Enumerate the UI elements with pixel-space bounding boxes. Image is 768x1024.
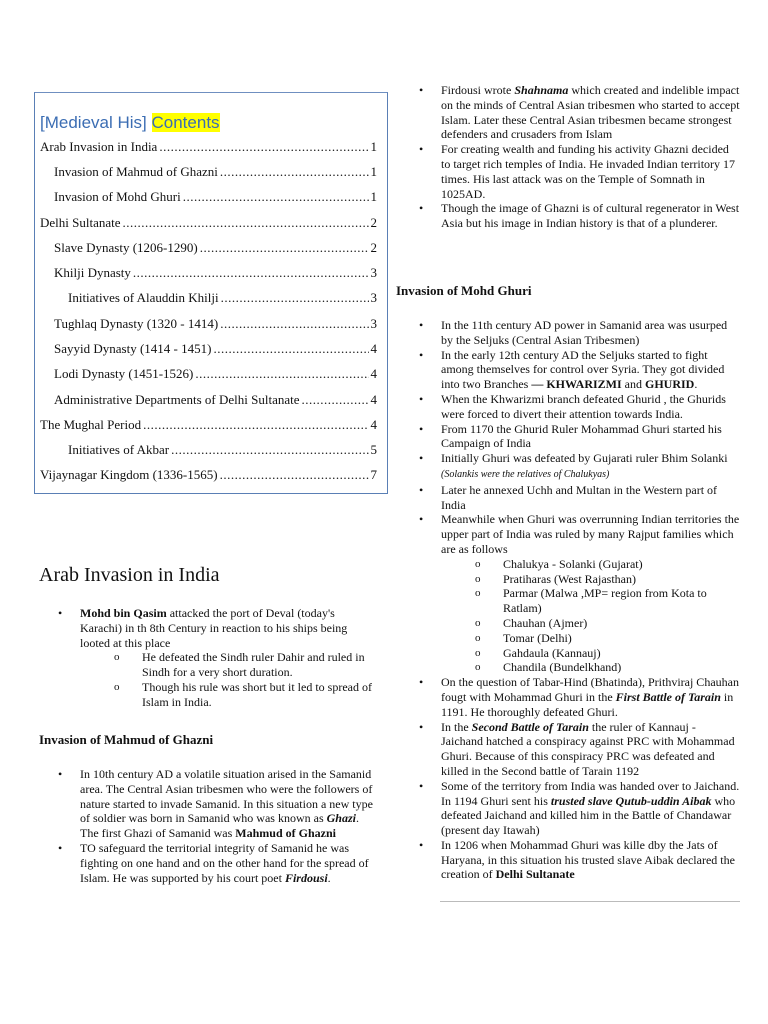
list-item: • In the Second Battle of Tarain the ruler of Kannauj - Jaichand hatched a conspiracy against PRC with Mohammad Ghuri. Because of this conspiracy PRC was defeated and killed in the Second battle of Tarain 1192	[395, 720, 740, 779]
toc-entry[interactable]	[40, 416, 377, 434]
list-item: • On the question of Tabar-Hind (Bhatinda), Prithviraj Chauhan fougt with Mohammad Ghuri in the First Battle of Tarain in 1191. He thoroughly defeated Ghuri.	[395, 675, 740, 719]
toc-entry[interactable]	[40, 466, 377, 484]
arab-list	[34, 606, 374, 710]
toc-entry-label: Tughlaq Dynasty (1320 - 1414)	[54, 316, 219, 331]
toc-entry-page: 4	[370, 392, 377, 407]
list-item: • Mohd bin Qasim attacked the port of Deval (today's Karachi) in th 8th Century in reaction to his ships being looted at this place o He defeated the Sindh ruler Dahir and ruled in Sindh for a very short duration. o Though his rule was short but it led to spread of Islam in India.	[34, 606, 374, 710]
toc-entry-label: The Mughal Period	[40, 417, 142, 432]
list-item: • Later he annexed Uchh and Multan in the Western part of India	[395, 483, 740, 513]
toc-entry[interactable]	[54, 163, 377, 181]
toc-entry-label: Sayyid Dynasty (1414 - 1451)	[54, 341, 212, 356]
toc-leader-dots	[302, 391, 369, 409]
list-item: • In the early 12th century AD the Seljuks started to fight among themselves for control over Syria. They got divided into two Branches — KHWARIZMI and GHURID.	[395, 348, 740, 392]
toc-entry-label: Initiatives of Akbar	[68, 442, 170, 457]
list-item: • TO safeguard the territorial integrity of Samanid he was fighting on one hand and on the other hand for the spread of Islam. He was supported by his court poet Firdousi.	[34, 841, 378, 885]
heading-ghazni: Invasion of Mahmud of Ghazni	[39, 732, 214, 747]
toc-entry[interactable]	[68, 441, 377, 459]
toc-entry-page: 3	[370, 265, 377, 280]
list-item: • For creating wealth and funding his activity Ghazni decided to target rich temples of India. He invaded Indian territory 17 times. His last attack was on the Temple of Somnath in 1025AD.	[395, 142, 740, 201]
toc-leader-dots	[220, 315, 368, 333]
toc-entry-page: 2	[370, 215, 377, 230]
toc-entry-label: Initiatives of Alauddin Khilji	[68, 290, 219, 305]
list-item: • In 10th century AD a volatile situation arised in the Samanid area. The Central Asian tribesmen who were the followers of nature started to invade Samanid. In this situation a new type of soldier was born in Samanid who was known as Ghazi. The first Ghazi of Samanid was Mahmud of Ghazni	[34, 767, 378, 841]
toc-leader-dots	[220, 466, 369, 484]
toc-entry[interactable]	[54, 239, 377, 257]
toc-entry[interactable]	[54, 391, 377, 409]
toc-leader-dots	[171, 441, 368, 459]
toc-entry-page: 4	[370, 417, 377, 432]
toc-entry-page: 2	[370, 240, 377, 255]
list-item: • In 1206 when Mohammad Ghuri was kille dby the Jats of Haryana, in this situation his trusted slave Aibak declared the creation of Delhi Sultanate	[395, 838, 740, 882]
list-item: • When the Khwarizmi branch defeated Ghurid , the Ghurids were forced to divert their attention towards India.	[395, 392, 740, 422]
toc-entry-label: Invasion of Mahmud of Ghazni	[54, 164, 218, 179]
list-item: • Meanwhile when Ghuri was overrunning Indian territories the upper part of India was ruled by many Rajput families which are as follows o Chalukya - Solanki (Gujarat) o Pratiharas (West Rajasthan) o Parmar (Malwa ,MP= region from Kota to Ratlam) o Chauhan (Ajmer) o Tomar (Delhi) o Gahdaula (Kannauj) o Chandila (Bundelkhand)	[395, 512, 740, 675]
toc-leader-dots	[183, 188, 369, 206]
toc-leader-dots	[213, 340, 368, 358]
toc-entry-page: 1	[370, 139, 377, 154]
table-of-contents	[34, 92, 388, 494]
list-item: o He defeated the Sindh ruler Dahir and ruled in Sindh for a very short duration.	[80, 650, 374, 680]
toc-entry-label: Lodi Dynasty (1451-1526)	[54, 366, 194, 381]
toc-entry[interactable]	[40, 214, 377, 232]
toc-entry[interactable]	[40, 138, 377, 156]
ghazni-list	[34, 767, 378, 885]
ghuri-list	[395, 318, 740, 882]
toc-entry[interactable]	[54, 264, 377, 282]
toc-entry-page: 5	[370, 442, 377, 457]
toc-entry-page: 1	[370, 164, 377, 179]
toc-entry-page: 4	[370, 366, 377, 381]
toc-leader-dots	[123, 214, 369, 232]
list-item: • In the 11th century AD power in Samanid area was usurped by the Seljuks (Central Asian Tribesmen)	[395, 318, 740, 348]
toc-entry[interactable]	[54, 315, 377, 333]
toc-entry-page: 7	[370, 467, 377, 482]
toc-entry-label: Khilji Dynasty	[54, 265, 131, 280]
toc-entry-page: 3	[370, 290, 377, 305]
toc-entry-label: Invasion of Mohd Ghuri	[54, 189, 181, 204]
list-item: • From 1170 the Ghurid Ruler Mohammad Ghuri started his Campaign of India	[395, 422, 740, 452]
toc-entry[interactable]	[68, 289, 377, 307]
toc-leader-dots	[221, 289, 369, 307]
list-item: o Chauhan (Ajmer)	[441, 616, 740, 631]
ghazni-list-cont	[395, 83, 740, 231]
heading-ghuri: Invasion of Mohd Ghuri	[396, 283, 532, 298]
list-item: • Initially Ghuri was defeated by Gujarati ruler Bhim Solanki (Solankis were the relatives of Chalukyas)	[395, 451, 740, 483]
list-item: o Pratiharas (West Rajasthan)	[441, 572, 740, 587]
list-item: o Though his rule was short but it led to spread of Islam in India.	[80, 680, 374, 710]
toc-entry-label: Vijaynagar Kingdom (1336-1565)	[40, 467, 218, 482]
toc-entry-label: Slave Dynasty (1206-1290)	[54, 240, 198, 255]
toc-entry-label: Arab Invasion in India	[40, 139, 158, 154]
list-item: o Gahdaula (Kannauj)	[441, 646, 740, 661]
list-item: o Chandila (Bundelkhand)	[441, 660, 740, 675]
toc-entry-page: 1	[370, 189, 377, 204]
toc-entry[interactable]	[54, 188, 377, 206]
list-item: o Tomar (Delhi)	[441, 631, 740, 646]
list-item: o Parmar (Malwa ,MP= region from Kota to Ratlam)	[441, 586, 740, 616]
heading-arab-invasion: Arab Invasion in India	[39, 564, 220, 586]
toc-entry[interactable]	[54, 340, 377, 358]
list-item: • Though the image of Ghazni is of cultural regenerator in West Asia but his image in Indian history is that of a plunderer.	[395, 201, 740, 231]
toc-title: [Medieval His] Contents	[40, 113, 220, 132]
toc-leader-dots	[159, 138, 368, 156]
list-item: o Chalukya - Solanki (Gujarat)	[441, 557, 740, 572]
divider	[440, 901, 740, 902]
toc-leader-dots	[220, 163, 369, 181]
toc-entry-label: Administrative Departments of Delhi Sultanate	[54, 392, 300, 407]
toc-entry-label: Delhi Sultanate	[40, 215, 121, 230]
toc-leader-dots	[195, 365, 368, 383]
toc-leader-dots	[133, 264, 369, 282]
list-item: • Firdousi wrote Shahnama which created and indelible impact on the minds of Central Asian tribesmen who started to accept Islam. Later these Central Asian tribesmen became strongest defenders and crusaders from Islam	[395, 83, 740, 142]
toc-leader-dots	[200, 239, 369, 257]
toc-entry-page: 3	[370, 316, 377, 331]
toc-leader-dots	[143, 416, 368, 434]
toc-entry-page: 4	[370, 341, 377, 356]
list-item: • Some of the territory from India was handed over to Jaichand. In 1194 Ghuri sent his trusted slave Qutub-uddin Aibak who defeated Jaichand and killed him in the Battle of Chandawar (present day Itawah)	[395, 779, 740, 838]
toc-entry[interactable]	[54, 365, 377, 383]
